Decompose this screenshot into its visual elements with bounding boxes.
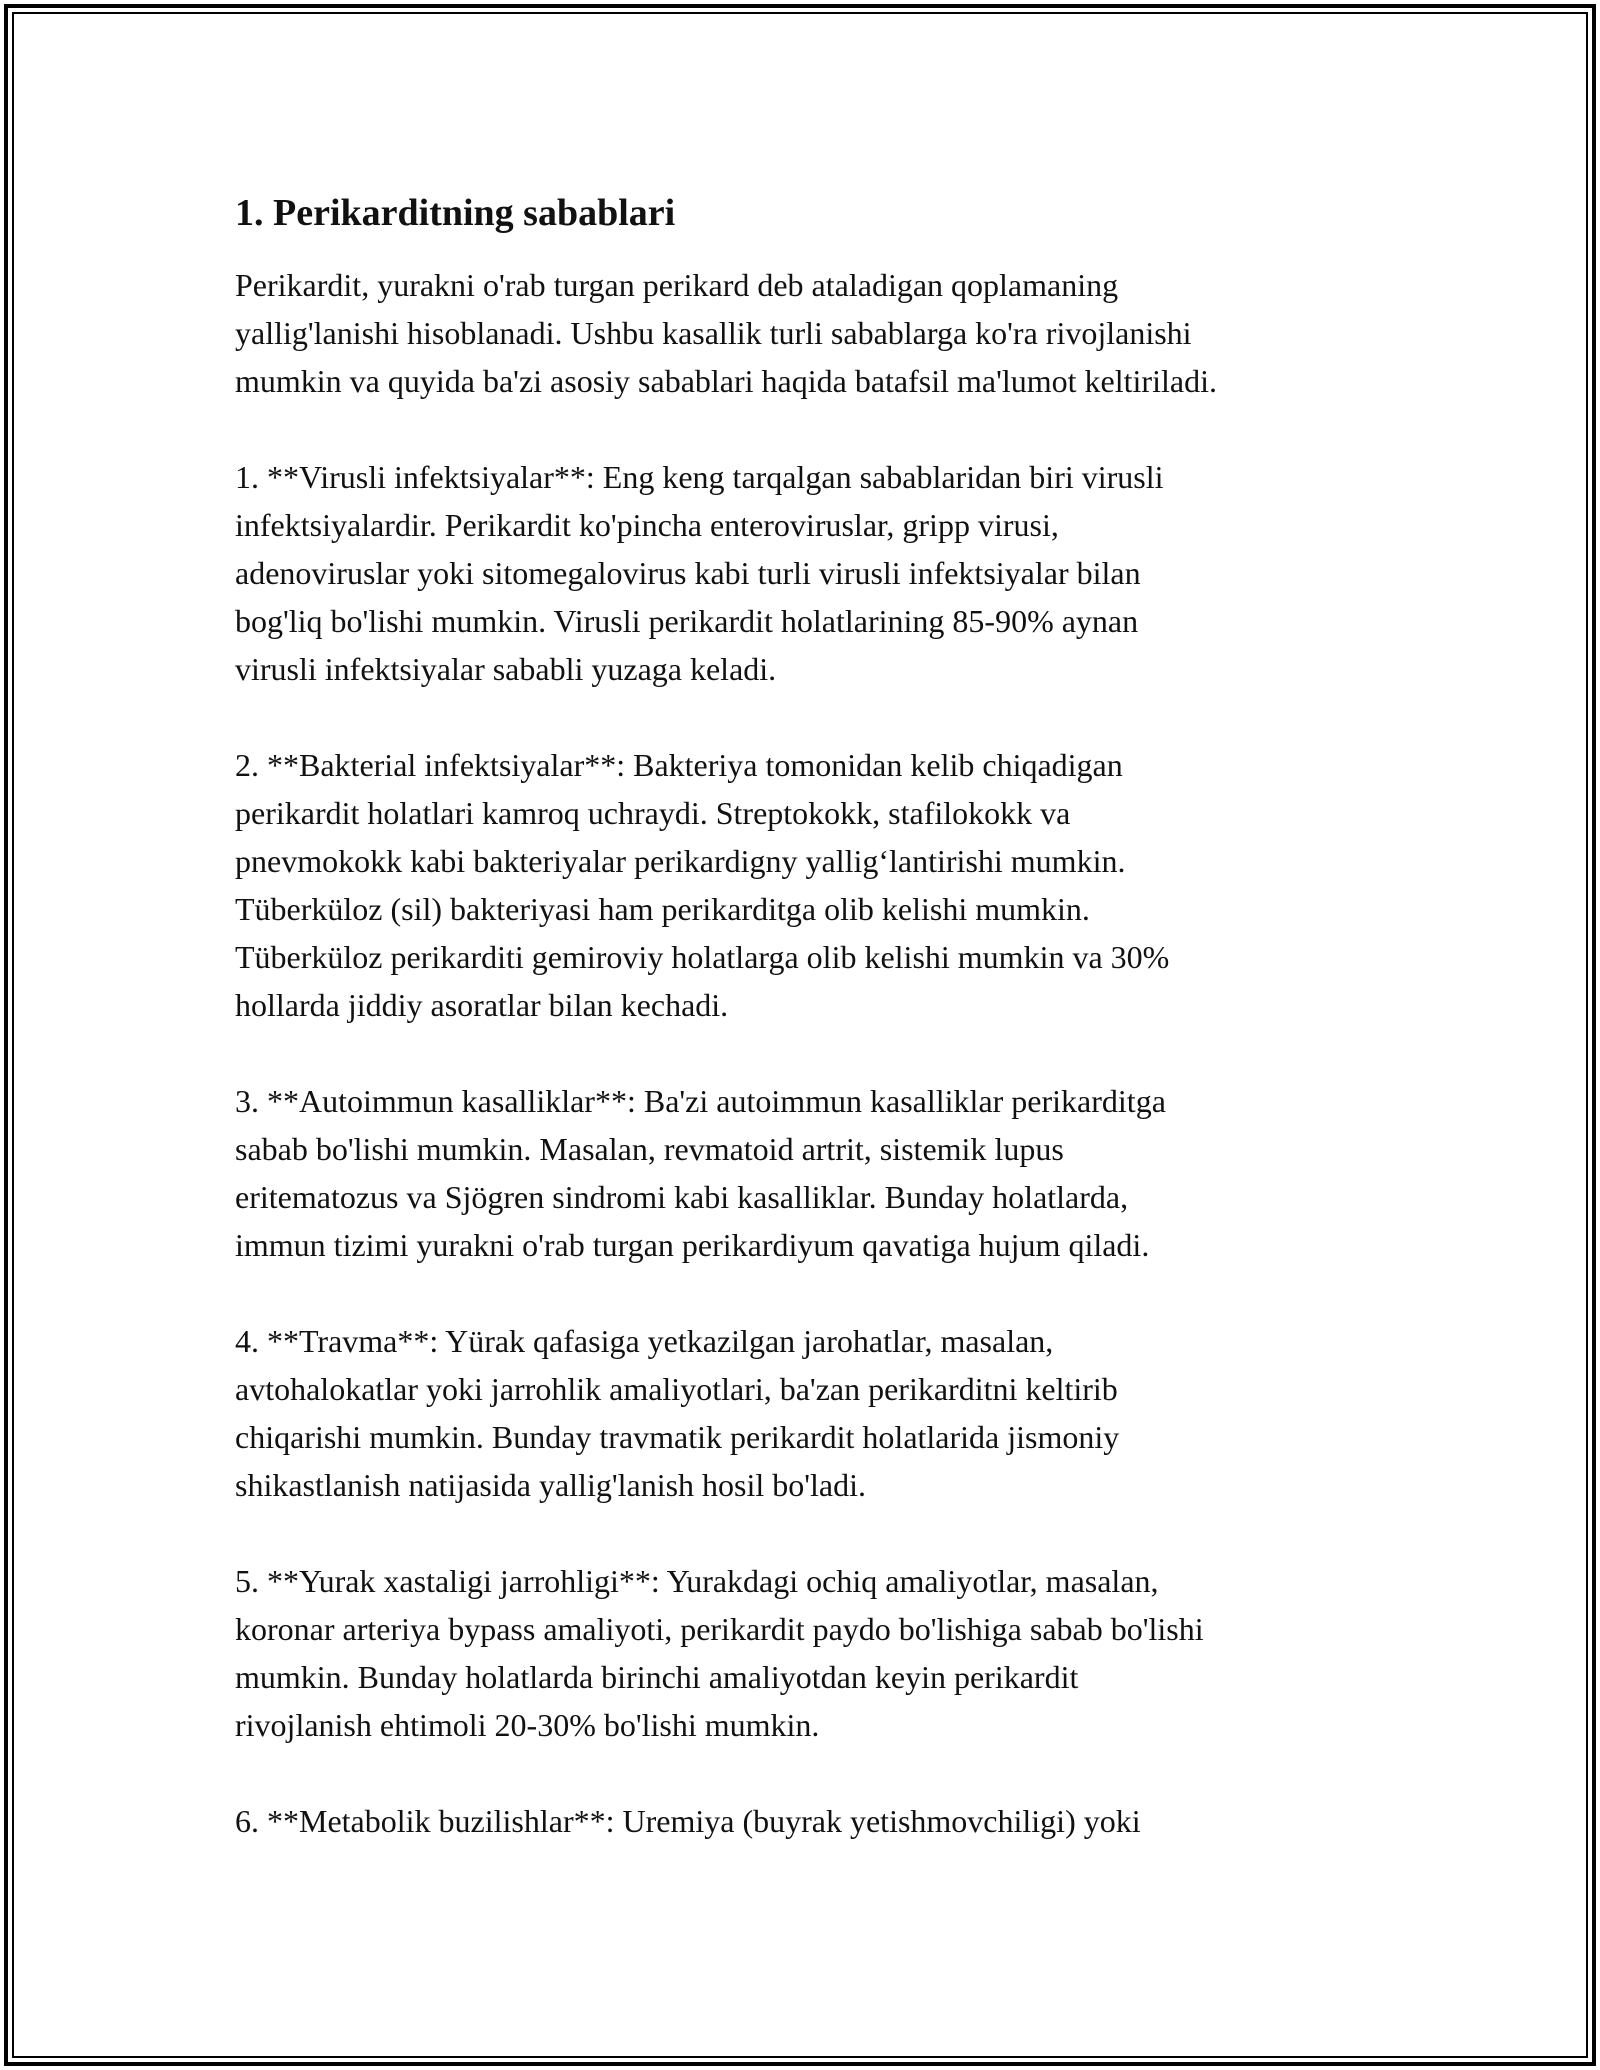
document-body <box>235 185 1375 1893</box>
paragraph-trauma: 4. **Travma**: Yürak qafasiga yetkazilgan jarohatlar, masalan, avtohalokatlar yoki jarrohlik amaliyotlari, ba'zan perikarditni keltirib chiqarishi mumkin. Bunday travmatik perikardit holatlarida jismoniy shikastlanish natijasida yallig'lanish hosil bo'ladi. <box>235 1323 1120 1503</box>
paragraph-bacterial-infections: 2. **Bakterial infektsiyalar**: Bakteriya tomonidan kelib chiqadigan perikardit holatlari kamroq uchraydi. Streptokokk, stafilokokk va pnevmokokk kabi bakteriyalar perikardigny yallig‘lantirishi mumkin. Tüberküloz (sil) bakteriyasi ham perikarditga olib kelishi mumkin. Tüberküloz perikarditi gemiroviy holatlarga olib kelishi mumkin va 30% hollarda jiddiy asoratlar bilan kechadi. <box>235 747 1170 1023</box>
document-title: 1. Perikarditning sabablari <box>235 192 676 234</box>
paragraph-autoimmune-diseases: 3. **Autoimmun kasalliklar**: Ba'zi autoimmun kasalliklar perikarditga sabab bo'lishi mumkin. Masalan, revmatoid artrit, sistemik lupus eritematozus va Sjögren sindromi kabi kasalliklar. Bunday holatlarda, immun tizimi yurakni o'rab turgan perikardiyum qavatiga hujum qiladi. <box>235 1083 1166 1263</box>
paragraph-metabolic-disorders: 6. **Metabolik buzilishlar**: Uremiya (buyrak yetishmovchiligi) yoki <box>235 1803 1141 1839</box>
paragraph-intro: Perikardit, yurakni o'rab turgan perikard deb ataladigan qoplamaning yallig'lanishi hisoblanadi. Ushbu kasallik turli sabablarga ko'ra rivojlanishi mumkin va quyida ba'zi asosiy sabablari haqida batafsil ma'lumot keltiriladi. <box>235 267 1217 399</box>
paragraph-viral-infections: 1. **Virusli infektsiyalar**: Eng keng tarqalgan sabablaridan biri virusli infektsiyalardir. Perikardit ko'pincha enteroviruslar, gripp virusi, adenoviruslar yoki sitomegalovirus kabi turli virusli infektsiyalar bilan bog'liq bo'lishi mumkin. Virusli perikardit holatlarining 85-90% aynan virusli infektsiyalar sababli yuzaga keladi. <box>235 459 1164 687</box>
paragraph-heart-surgery: 5. **Yurak xastaligi jarrohligi**: Yurakdagi ochiq amaliyotlar, masalan, koronar arteriya bypass amaliyoti, perikardit paydo bo'lishiga sabab bo'lishi mumkin. Bunday holatlarda birinchi amaliyotdan keyin perikardit rivojlanish ehtimoli 20-30% bo'lishi mumkin. <box>235 1563 1204 1743</box>
